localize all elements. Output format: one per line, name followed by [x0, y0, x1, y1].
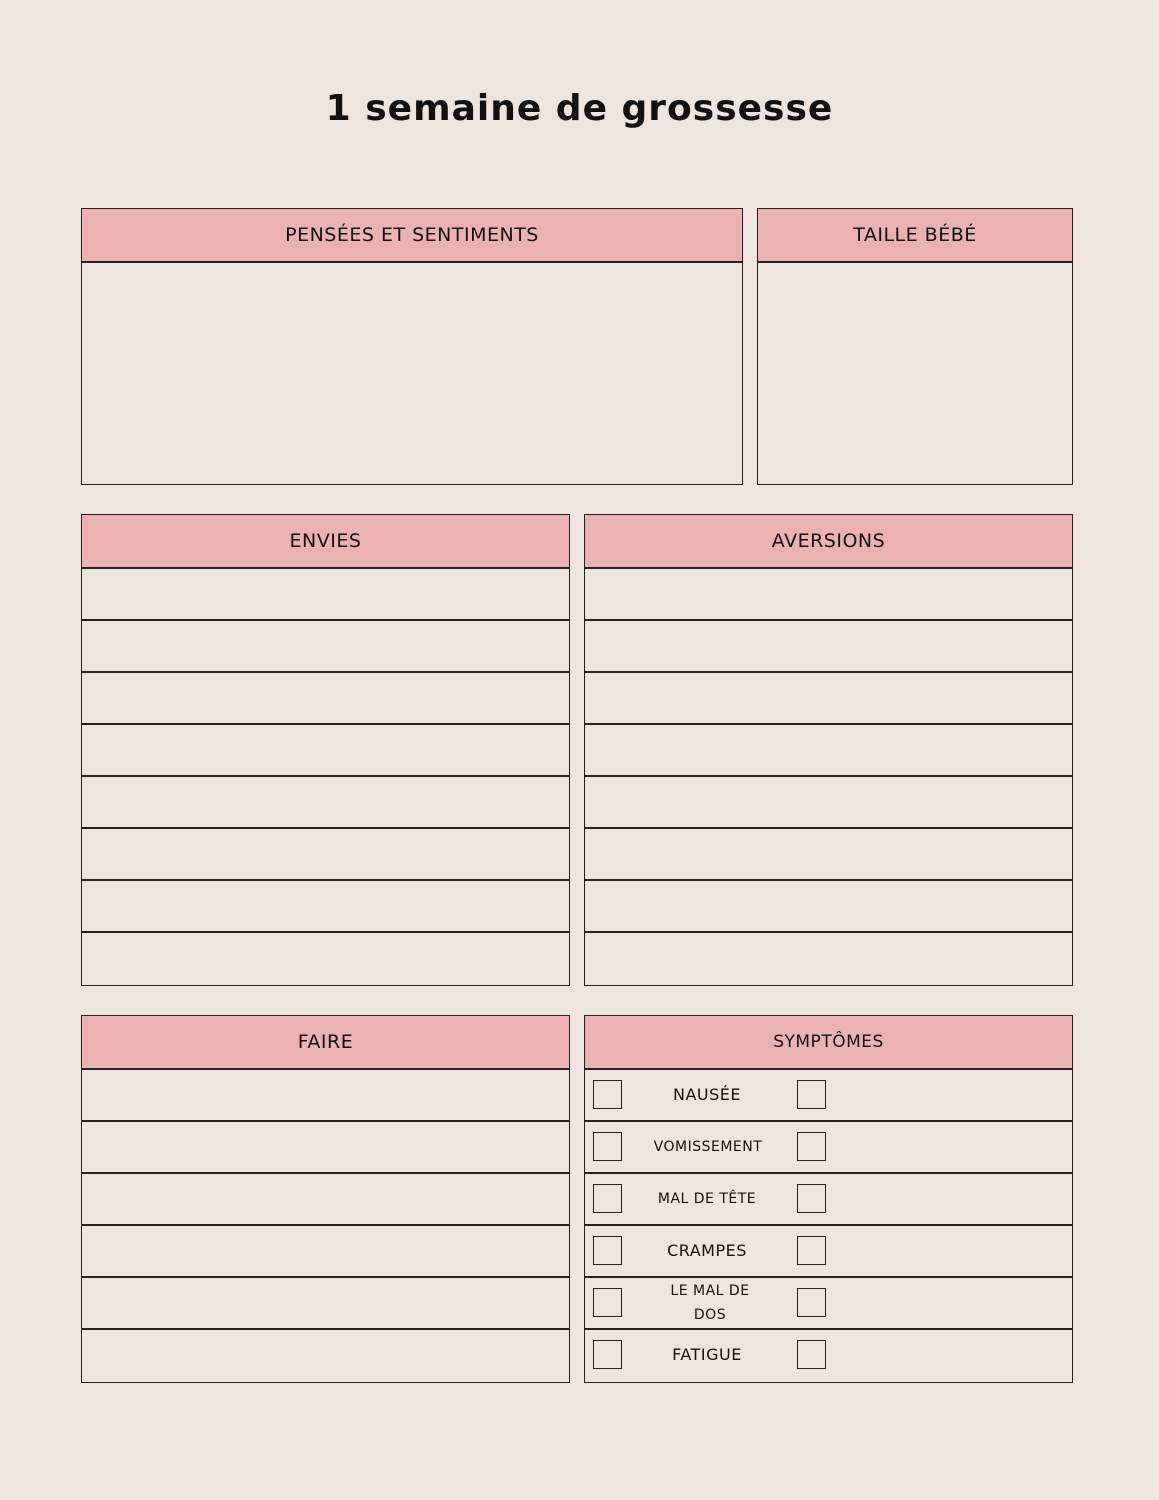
symptom-checkbox[interactable] — [593, 1132, 622, 1161]
todo-line[interactable] — [82, 1174, 569, 1226]
symptom-checkbox[interactable] — [593, 1340, 622, 1369]
thoughts-writing-area[interactable] — [82, 263, 742, 484]
symptom-label: FATIGUE — [672, 1345, 742, 1364]
symptom-row — [585, 1226, 1072, 1278]
symptom-label: CRAMPES — [667, 1241, 747, 1260]
aversions-line[interactable] — [585, 569, 1072, 621]
symptom-checkbox[interactable] — [593, 1288, 622, 1317]
symptoms-header: SYMPTÔMES — [585, 1016, 1072, 1070]
todo-line[interactable] — [82, 1226, 569, 1278]
symptom-checkbox[interactable] — [797, 1184, 826, 1213]
cravings-line[interactable] — [82, 673, 569, 725]
cravings-lines — [82, 569, 569, 985]
cravings-box — [81, 514, 570, 986]
symptom-checkbox[interactable] — [593, 1080, 622, 1109]
symptom-label: MAL DE TÊTE — [657, 1191, 757, 1207]
symptom-label: VOMISSEMENT — [653, 1139, 763, 1155]
symptom-label: NAUSÉE — [673, 1085, 741, 1104]
cravings-line[interactable] — [82, 725, 569, 777]
aversions-line[interactable] — [585, 673, 1072, 725]
baby-size-box — [757, 208, 1073, 485]
symptom-checkbox[interactable] — [797, 1132, 826, 1161]
symptom-row — [585, 1278, 1072, 1330]
thoughts-header: PENSÉES ET SENTIMENTS — [82, 209, 742, 263]
symptoms-box — [584, 1015, 1073, 1383]
symptom-checkbox[interactable] — [797, 1236, 826, 1265]
symptom-checkbox[interactable] — [593, 1236, 622, 1265]
todo-line[interactable] — [82, 1122, 569, 1174]
aversions-lines — [585, 569, 1072, 985]
cravings-line[interactable] — [82, 777, 569, 829]
cravings-line[interactable] — [82, 881, 569, 933]
baby-size-writing-area[interactable] — [758, 263, 1072, 484]
aversions-line[interactable] — [585, 777, 1072, 829]
symptom-label: LE MAL DE DOS — [670, 1283, 750, 1323]
symptom-row — [585, 1174, 1072, 1226]
todo-line[interactable] — [82, 1070, 569, 1122]
symptom-row — [585, 1330, 1072, 1382]
aversions-line[interactable] — [585, 621, 1072, 673]
todo-line[interactable] — [82, 1330, 569, 1382]
symptom-checkbox[interactable] — [593, 1184, 622, 1213]
todo-header: FAIRE — [82, 1016, 569, 1070]
cravings-header: ENVIES — [82, 515, 569, 569]
todo-box — [81, 1015, 570, 1383]
aversions-header: AVERSIONS — [585, 515, 1072, 569]
symptom-checkbox[interactable] — [797, 1340, 826, 1369]
symptom-checkbox[interactable] — [797, 1288, 826, 1317]
cravings-line[interactable] — [82, 829, 569, 881]
aversions-line[interactable] — [585, 881, 1072, 933]
todo-line[interactable] — [82, 1278, 569, 1330]
symptom-row — [585, 1070, 1072, 1122]
aversions-line[interactable] — [585, 933, 1072, 985]
todo-lines — [82, 1070, 569, 1382]
page-title: 1 semaine de grossesse — [325, 88, 834, 129]
thoughts-box — [81, 208, 743, 485]
symptom-row — [585, 1122, 1072, 1174]
cravings-line[interactable] — [82, 933, 569, 985]
symptom-checkbox[interactable] — [797, 1080, 826, 1109]
cravings-line[interactable] — [82, 621, 569, 673]
symptoms-list — [585, 1070, 1072, 1382]
cravings-line[interactable] — [82, 569, 569, 621]
aversions-line[interactable] — [585, 829, 1072, 881]
aversions-line[interactable] — [585, 725, 1072, 777]
aversions-box — [584, 514, 1073, 986]
baby-size-header: TAILLE BÉBÉ — [758, 209, 1072, 263]
